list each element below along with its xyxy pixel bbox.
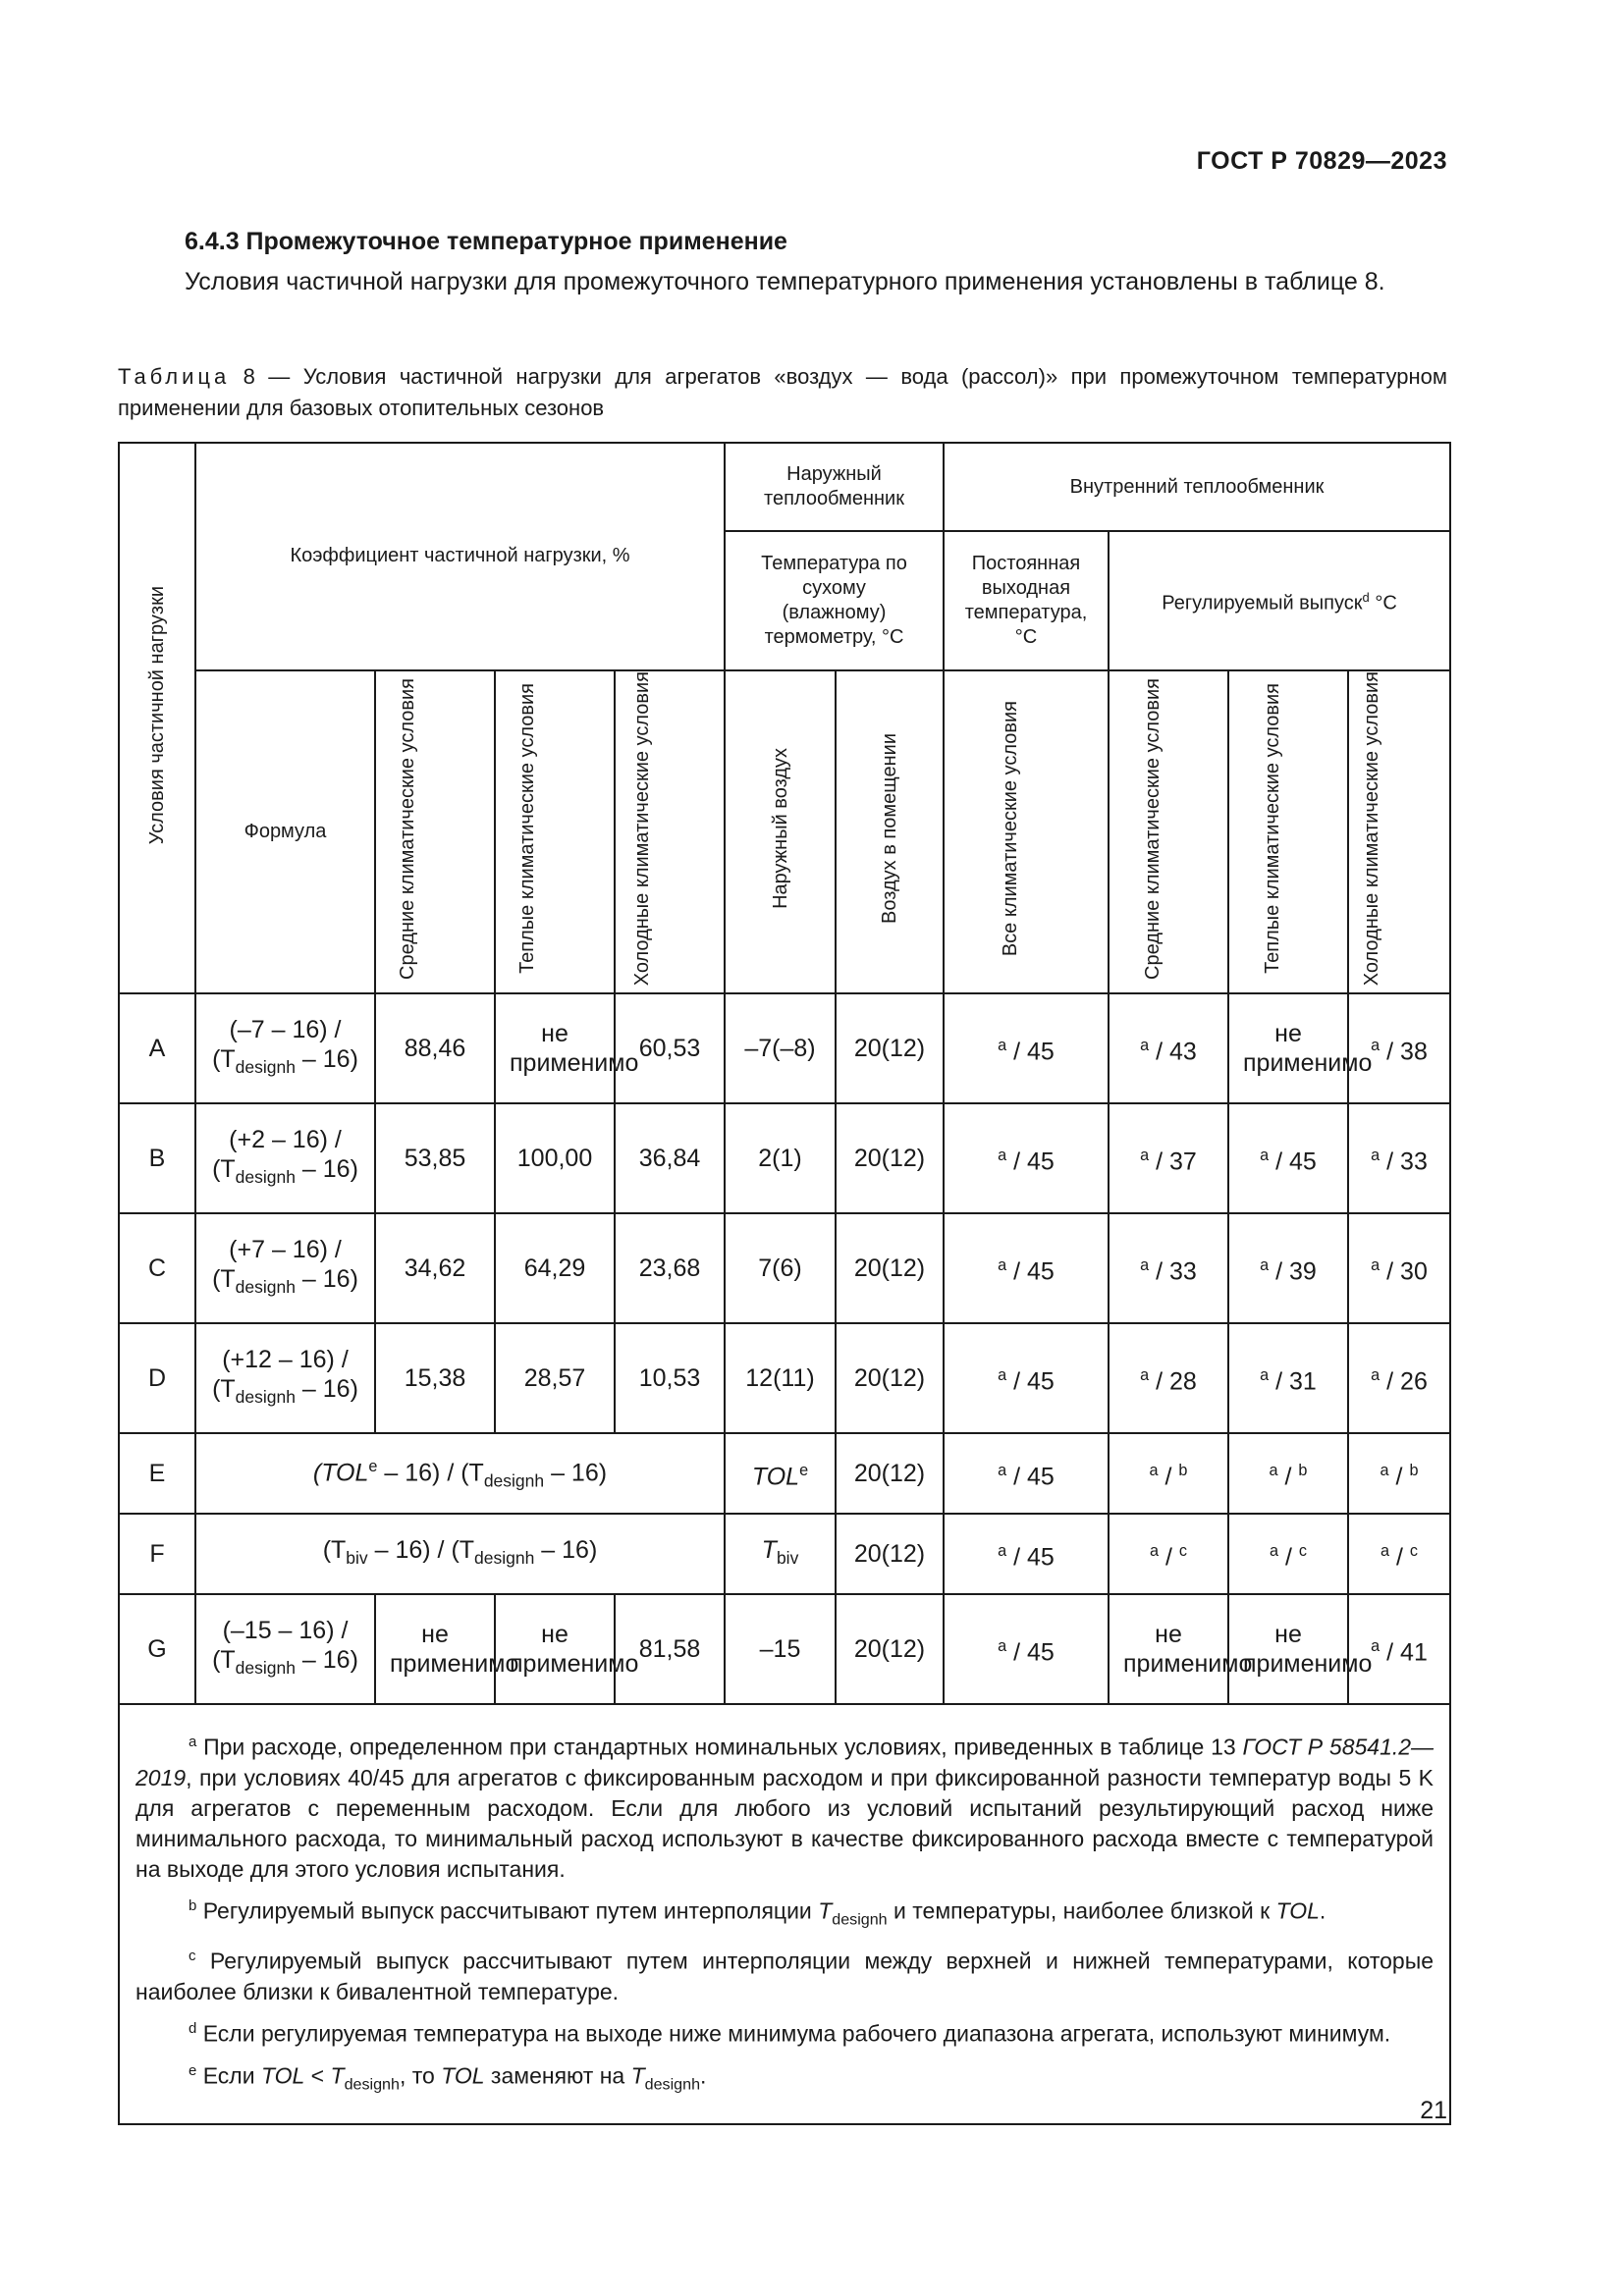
cell-condition: E — [119, 1433, 195, 1514]
header-var-cold-climate: Холодные климатические условия — [1348, 670, 1450, 993]
cell-formula: (+2 – 16) / $(T_{designh} - 16)$ — [195, 1103, 375, 1213]
cell-var-avg: не применимо — [1109, 1594, 1228, 1704]
header-all-climate: Все климатические условия — [944, 670, 1109, 993]
cell-all: $^a$ / 45 — [944, 1323, 1109, 1433]
document-code: ГОСТ Р 70829—2023 — [1196, 147, 1447, 175]
note-d: $^d$ Если регулируемая температура на выходе ниже минимума рабочего диапазона агрегата, используют минимум. — [189, 2019, 1391, 2047]
cell-outdoor: –7(–8) — [725, 993, 836, 1103]
cell-warm: 28,57 — [495, 1323, 615, 1433]
cell-all: $^a$ / 45 — [944, 1514, 1109, 1594]
header-formula: Формула — [195, 670, 375, 993]
section-title: 6.4.3 Промежуточное температурное применение — [185, 228, 787, 255]
note-c: $^c$ Регулируемый выпуск рассчитывают путем интерполяции между верхней и нижней температурами, которые наиболее близки к бивалентной температуре. — [135, 1948, 1435, 2004]
cell-indoor: 20(12) — [836, 1514, 944, 1594]
cell-var-avg: $^a$ / $^b$ — [1109, 1433, 1228, 1514]
header-outdoor-air: Наружный воздух — [725, 670, 836, 993]
note-a: $^a$ При расходе, определенном при стандартных номинальных условиях, приведенных в таблице 13 ГОСТ Р 58541.2—2019, при условиях 40/45 для агрегатов с фиксированным расходом и при фиксированной разности температур воды 5 K для агрегатов с переменным расходом. Если для любого из условий испытаний результирующий расход ниже минимального расхода, то минимальный расход используют в качестве фиксированного расхода вместе с температурой на выходе для этого условия испытания. — [135, 1734, 1435, 1882]
cell-condition: F — [119, 1514, 195, 1594]
cell-var-cold: $^a$ / $^b$ — [1348, 1433, 1450, 1514]
table-notes-row — [119, 1704, 1450, 2123]
cell-var-cold: $^a$ / $^c$ — [1348, 1514, 1450, 1594]
cell-condition: D — [119, 1323, 195, 1433]
cell-cold: 23,68 — [615, 1213, 725, 1323]
table-row-f — [119, 1514, 1450, 1594]
cell-var-cold: $^a$ / 33 — [1348, 1103, 1450, 1213]
cell-indoor: 20(12) — [836, 1594, 944, 1704]
table-row-c — [119, 1213, 1450, 1323]
header-indoor-air: Воздух в помещении — [836, 670, 944, 993]
cell-formula: (–15 – 16) / $(T_{designh} - 16)$ — [195, 1594, 375, 1704]
cell-var-warm: не применимо — [1228, 993, 1348, 1103]
table-row-g — [119, 1594, 1450, 1704]
cell-all: $^a$ / 45 — [944, 1103, 1109, 1213]
header-warm-climate: Теплые климатические условия — [495, 670, 615, 993]
section-intro: Условия частичной нагрузки для промежуточного температурного применения установлены в таблице 8. — [185, 268, 1385, 295]
cell-var-cold: $^a$ / 38 — [1348, 993, 1450, 1103]
table-caption — [118, 361, 1447, 424]
header-coefficient: Коэффициент частичной нагрузки, % — [195, 443, 725, 670]
cell-var-cold: $^a$ / 26 — [1348, 1323, 1450, 1433]
cell-outdoor: 12(11) — [725, 1323, 836, 1433]
cell-indoor: 20(12) — [836, 1433, 944, 1514]
table-container — [118, 442, 1449, 2125]
cell-var-avg: $^a$ / 37 — [1109, 1103, 1228, 1213]
header-indoor-hx: Внутренний теплообменник — [944, 443, 1450, 531]
cell-var-warm: не применимо — [1228, 1594, 1348, 1704]
table-row-e — [119, 1433, 1450, 1514]
cell-avg: не применимо — [375, 1594, 495, 1704]
page-number: 21 — [1420, 2097, 1447, 2124]
cell-var-avg: $^a$ / 43 — [1109, 993, 1228, 1103]
cell-formula: $(T_{biv} - 16) / (T_{designh} - 16)$ — [195, 1514, 725, 1594]
cell-formula: (–7 – 16) / $(T_{designh} - 16)$ — [195, 993, 375, 1103]
cell-avg: 53,85 — [375, 1103, 495, 1213]
cell-indoor: 20(12) — [836, 1213, 944, 1323]
cell-condition: G — [119, 1594, 195, 1704]
cell-cold: 10,53 — [615, 1323, 725, 1433]
header-var-warm-climate: Теплые климатические условия — [1228, 670, 1348, 993]
cell-var-warm: $^a$ / $^b$ — [1228, 1433, 1348, 1514]
cell-formula: (+7 – 16) / $(T_{designh} - 16)$ — [195, 1213, 375, 1323]
cell-indoor: 20(12) — [836, 993, 944, 1103]
cell-var-warm: $^a$ / 45 — [1228, 1103, 1348, 1213]
cell-outdoor: 7(6) — [725, 1213, 836, 1323]
cell-indoor: 20(12) — [836, 1103, 944, 1213]
header-variable-outlet: Регулируемый выпуск$^d$ °С — [1109, 531, 1450, 670]
cell-warm: 64,29 — [495, 1213, 615, 1323]
cell-avg: 15,38 — [375, 1323, 495, 1433]
table-row-d — [119, 1323, 1450, 1433]
header-constant-outlet: Постоянная выходная температура, °С — [944, 531, 1109, 670]
header-var-avg-climate: Средние климатические условия — [1109, 670, 1228, 993]
cell-warm: не применимо — [495, 1594, 615, 1704]
header-avg-climate: Средние климатические условия — [375, 670, 495, 993]
table-caption-text: 8 — Условия частичной нагрузки для агрегатов «воздух — вода (рассол)» при промежуточном температурном применении для базовых отопительных сезонов — [118, 364, 1447, 420]
table-caption-label: Таблица — [118, 364, 231, 389]
table-row-a — [119, 993, 1450, 1103]
table-row-b — [119, 1103, 1450, 1213]
cell-var-warm: $^a$ / $^c$ — [1228, 1514, 1348, 1594]
cell-avg: 88,46 — [375, 993, 495, 1103]
cell-all: $^a$ / 45 — [944, 1433, 1109, 1514]
cell-condition: B — [119, 1103, 195, 1213]
cell-outdoor: –15 — [725, 1594, 836, 1704]
cell-condition: C — [119, 1213, 195, 1323]
cell-var-warm: $^a$ / 39 — [1228, 1213, 1348, 1323]
cell-outdoor: 2(1) — [725, 1103, 836, 1213]
cell-formula: (+12 – 16) / $(T_{designh} - 16)$ — [195, 1323, 375, 1433]
cell-var-cold: $^a$ / 41 — [1348, 1594, 1450, 1704]
header-dry-wet-temp: Температура по сухому (влажному) термометру, °С — [725, 531, 944, 670]
cell-avg: 34,62 — [375, 1213, 495, 1323]
cell-cold: 60,53 — [615, 993, 725, 1103]
header-row-3 — [119, 670, 1450, 993]
header-conditions: Условия частичной нагрузки — [119, 443, 195, 993]
cell-condition: A — [119, 993, 195, 1103]
cell-var-avg: $^a$ / 28 — [1109, 1323, 1228, 1433]
header-row-1 — [119, 443, 1450, 531]
cell-cold: 81,58 — [615, 1594, 725, 1704]
table-notes — [119, 1704, 1450, 2123]
cell-var-cold: $^a$ / 30 — [1348, 1213, 1450, 1323]
partial-load-table — [118, 442, 1451, 2125]
cell-formula: $(TOL^e - 16) / (T_{designh} - 16)$ — [195, 1433, 725, 1514]
cell-warm: 100,00 — [495, 1103, 615, 1213]
header-cold-climate: Холодные климатические условия — [615, 670, 725, 993]
header-outdoor-hx: Наружный теплообменник — [725, 443, 944, 531]
cell-outdoor: $T_{biv}$ — [725, 1514, 836, 1594]
cell-var-avg: $^a$ / $^c$ — [1109, 1514, 1228, 1594]
cell-all: $^a$ / 45 — [944, 1594, 1109, 1704]
note-b: $^b$ Регулируемый выпуск рассчитывают путем интерполяции $T_{designh}$ и температуры, наиболее близкой к TOL. — [189, 1896, 1326, 1929]
cell-all: $^a$ / 45 — [944, 993, 1109, 1103]
cell-var-warm: $^a$ / 31 — [1228, 1323, 1348, 1433]
note-e: $^e$ Если TOL < $T_{designh}$, то TOL заменяют на $T_{designh}$. — [189, 2061, 707, 2093]
cell-warm: не применимо — [495, 993, 615, 1103]
cell-indoor: 20(12) — [836, 1323, 944, 1433]
cell-all: $^a$ / 45 — [944, 1213, 1109, 1323]
cell-var-avg: $^a$ / 33 — [1109, 1213, 1228, 1323]
cell-outdoor: TOL$^e$ — [725, 1433, 836, 1514]
cell-cold: 36,84 — [615, 1103, 725, 1213]
